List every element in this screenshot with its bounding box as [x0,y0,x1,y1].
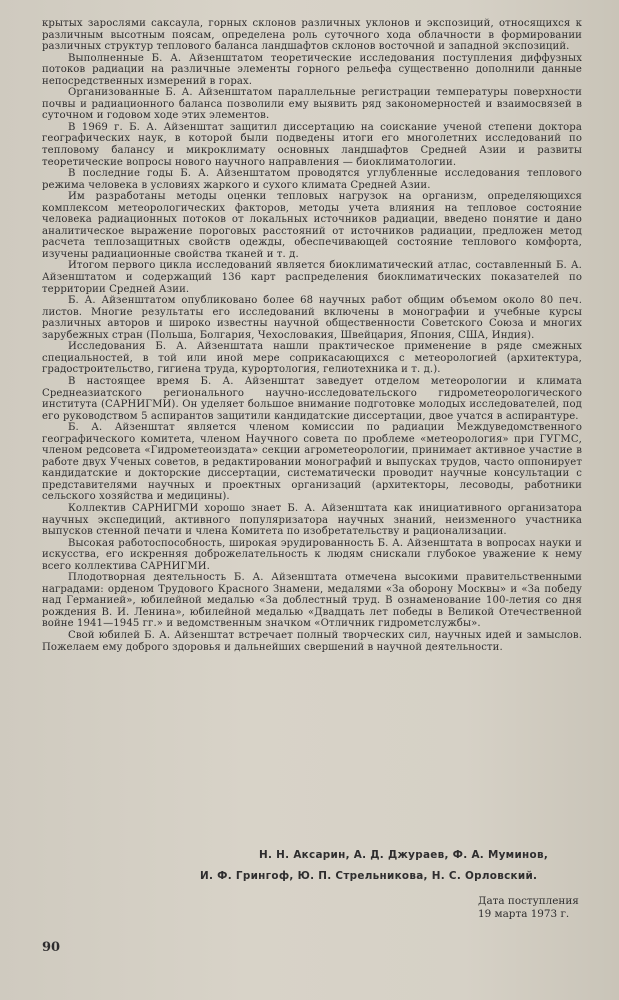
page-number: 90 [42,940,61,955]
article-body [42,18,582,653]
paragraph: В настоящее время Б. А. Айзенштат заведует отделом метеорологии и климата Среднеазиатского регионального научно-исследовательского гидрометеорологического института (САРНИГМИ). Он уделяет большое внимание подготовке молодых исследователей, под его руководством 5 аспирантов защитили кандидатские диссертации, двое учатся в аспирантуре. [42,375,582,422]
paragraph: Итогом первого цикла исследований является биоклиматический атлас, составленный Б. А. Айзенштатом и содержащий 136 карт распределения биоклиматических показателей по территории Средней Азии. [42,260,582,295]
paragraph: крытых зарослями саксаула, горных склонов различных уклонов и экспозиций, относящихся к различным высотным поясам, определена роль суточного хода облачности в формировании различных структур теплового баланса ландшафтов склонов восточной и западной экспозиций. [42,18,582,53]
paragraph: Организованные Б. А. Айзенштатом параллельные регистрации температуры поверхности почвы и радиационного баланса позволили ему выявить ряд закономерностей и взаимосвязей в суточном и годовом ходе этих элементов. [42,87,582,122]
paragraph: Исследования Б. А. Айзенштата нашли практическое применение в ряде смежных специальностей, в той или иной мере соприкасающихся с метеорологией (архитектура, градостроительство, гигиена труда, курортология, гелиотехника и т. д.). [42,341,582,376]
paragraph: Выполненные Б. А. Айзенштатом теоретические исследования поступления диффузных потоков радиации на различные элементы горного рельефа существенно дополнили данные непосредственных измерений в горах. [42,52,582,87]
paragraph: Коллектив САРНИГМИ хорошо знает Б. А. Айзенштата как инициативного организатора научных экспедиций, активного популяризатора научных знаний, неизменного участника выпусков стенной печати и члена Комитета по изобретательству и рационализации. [42,502,582,538]
signers-line-1: Н. Н. Аксарин, А. Д. Джураев, Ф. А. Муминов, [259,849,549,861]
received-label: Дата поступления [478,895,579,907]
received-date-block [478,895,579,920]
paragraph: Свой юбилей Б. А. Айзенштат встречает полный творческих сил, научных идей и замыслов. Пожелаем ему доброго здоровья и дальнейших свершений в научной деятельности. [42,629,582,653]
paragraph: Плодотворная деятельность Б. А. Айзенштата отмечена высокими правительственными наградами: орденом Трудового Красного Знамени, медалями «За оборону Москвы» и «За победу над Германией», юбилейной медалью «За доблестный труд. В ознаменование 100-летия со дня рождения В. И. Ленина», юбилейной медалью «Двадцать лет победы в Великой Отечественной войне 1941—1945 гг.» и ведомственным значком «Отличник гидрометслужбы». [42,572,582,630]
received-date: 19 марта 1973 г. [478,907,570,920]
paragraph: Им разработаны методы оценки тепловых нагрузок на организм, определяющихся комплексом метеорологических факторов, методы учета влияния на тепловое состояние человека радиационных потоков от локальных источников радиации, введено понятие и дано аналитическое выражение пороговых расстояний от источников радиации, предложен метод расчета теплозащитных свойств одежды, обеспечивающей состояние теплового комфорта, изучены радиационные свойства тканей и т. д. [42,191,582,260]
signers-line-2: И. Ф. Грингоф, Ю. П. Стрельникова, Н. С. Орловский. [200,870,538,882]
paragraph: Б. А. Айзенштат является членом комиссии по радиации Междуведомственного географического комитета, членом Научного совета по проблеме «метеорология» при ГУГМС, членом редсовета «Гидрометеоиздата» секции агрометеорологии, принимает активное участие в работе двух Ученых советов, в редактировании монографий и выпусках трудов, часто оппонирует кандидатские и докторские диссертации, систематически проводит научные консультации с представителями научных и проектных организаций (архитекторы, лесоводы, работники сельского хозяйства и медицины). [42,422,582,503]
paragraph: Б. А. Айзенштатом опубликовано более 68 научных работ общим объемом около 80 печ. листов. Многие результаты его исследований включены в монографии и учебные курсы различных авторов и широко известны научной общественности Советского Союза и многих зарубежных стран (Польша, Болгария, Чехословакия, Швейцария, Япония, США, Индия). [42,295,582,341]
paragraph: В 1969 г. Б. А. Айзенштат защитил диссертацию на соискание ученой степени доктора географических наук, в которой были подведены итоги его многолетних исследований по тепловому балансу и микроклимату основных ландшафтов Средней Азии и развиты теоретические вопросы нового научного направления — биоклиматологии. [42,121,582,168]
paragraph: Высокая работоспособность, широкая эрудированность Б. А. Айзенштата в вопросах науки и искусства, его искренняя доброжелательность к людям снискали глубокое уважение к нему всего коллектива САРНИГМИ. [42,537,582,572]
paragraph: В последние годы Б. А. Айзенштатом проводятся углубленные исследования теплового режима человека в условиях жаркого и сухого климата Средней Азии. [42,168,582,191]
author-signatures [200,845,585,887]
